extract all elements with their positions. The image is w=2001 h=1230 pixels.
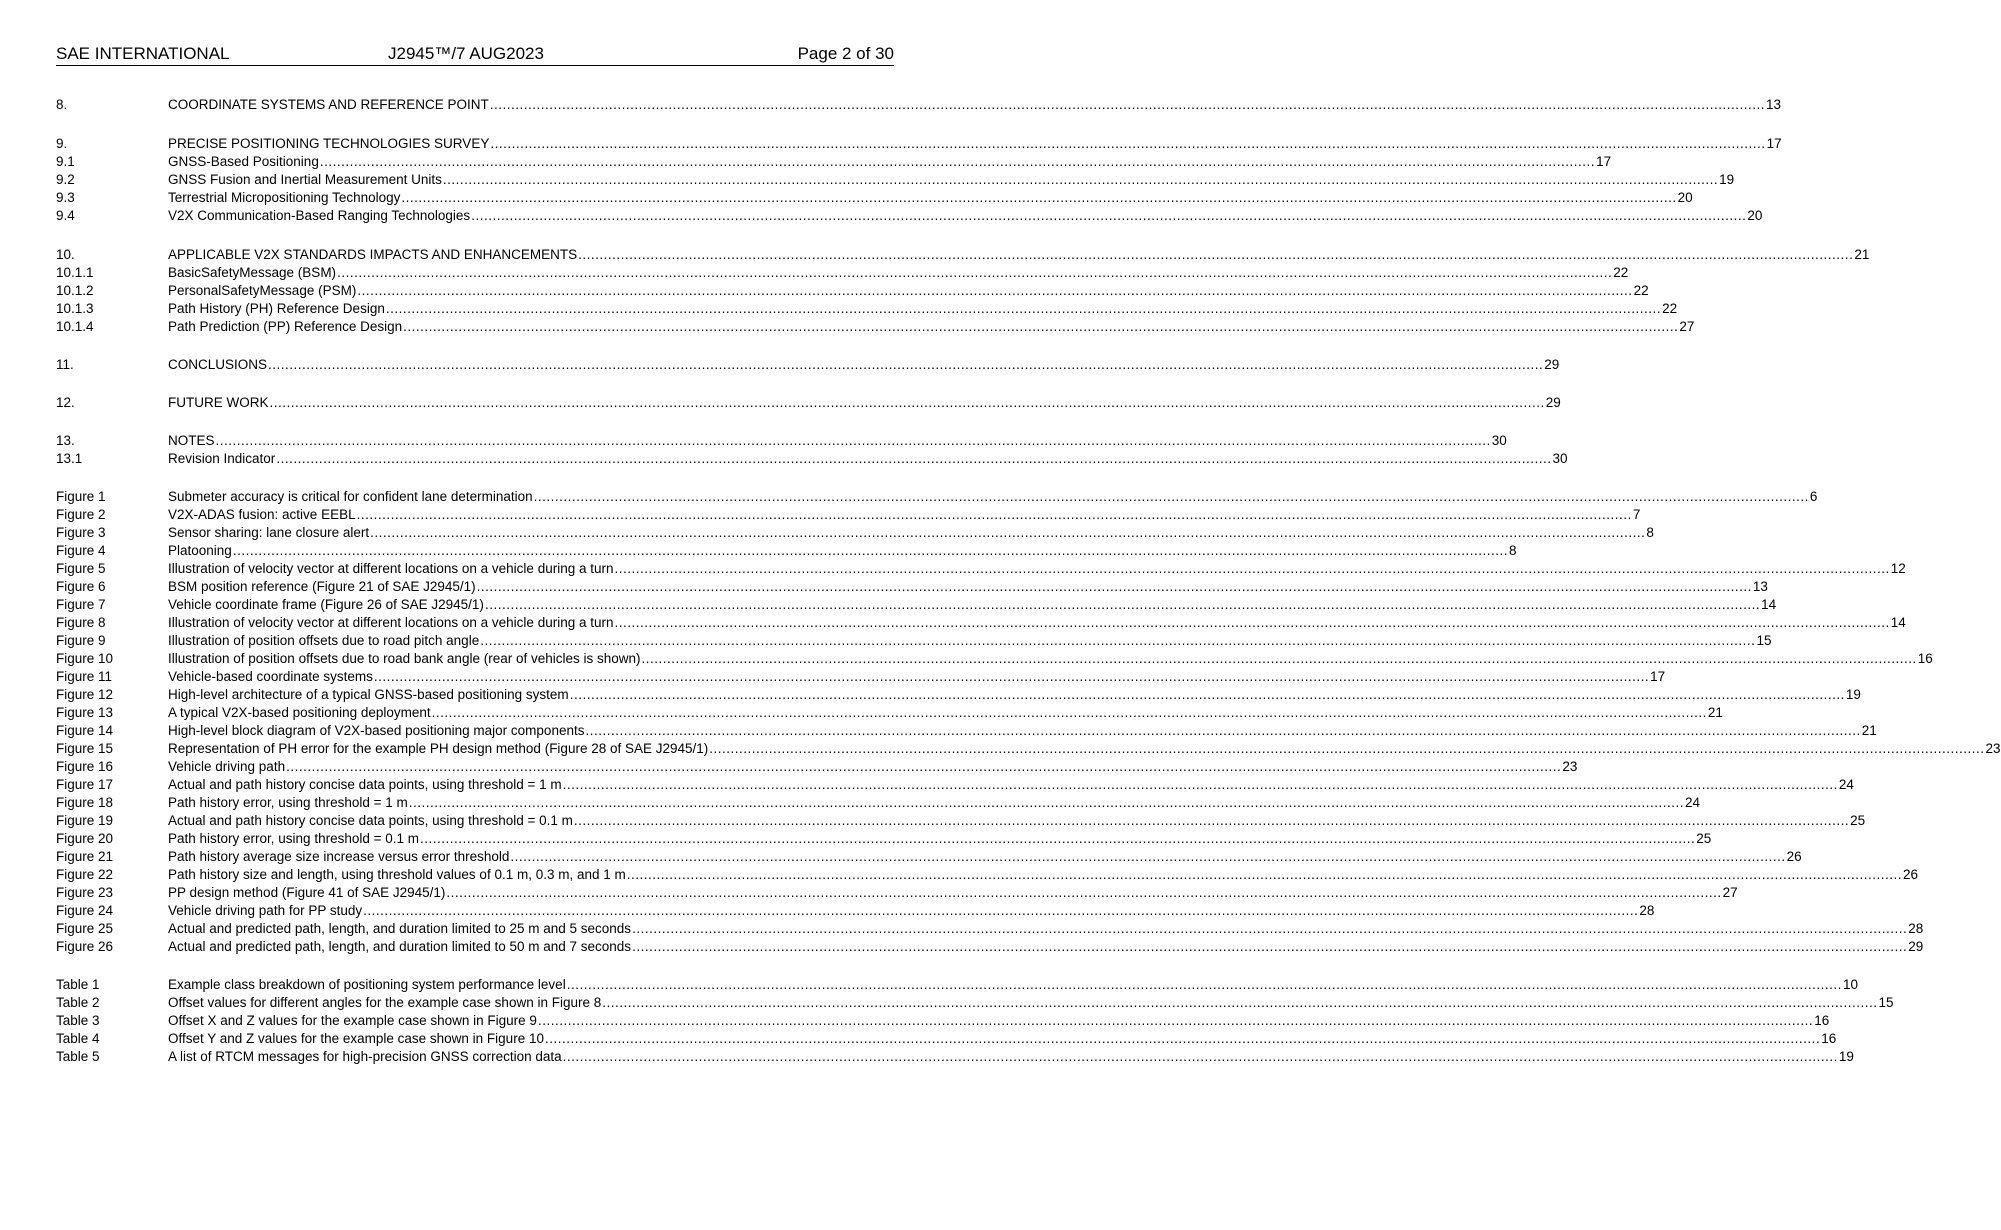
toc-entry-page-number: 15 xyxy=(1756,633,1772,648)
toc-entry[interactable] xyxy=(56,902,1655,920)
toc-entry-number: 10. xyxy=(56,247,75,262)
toc-entry-number: Figure 21 xyxy=(56,849,114,864)
toc-entry-number: Figure 19 xyxy=(56,813,114,828)
toc-entry[interactable] xyxy=(56,207,1763,225)
toc-entry-page-number: 19 xyxy=(1845,687,1861,702)
dot-leader: ............................................................................................................................................................................................................................................................................................................ xyxy=(337,265,1613,280)
toc-entry-title: Offset Y and Z values for the example case shown in Figure 10 xyxy=(168,1031,544,1046)
toc-entry-page-number: 19 xyxy=(1838,1049,1854,1064)
toc-entry-number: 10.1.2 xyxy=(56,283,94,298)
toc-entry-page-number: 28 xyxy=(1908,921,1924,936)
toc-entry-title: Offset X and Z values for the example case shown in Figure 9 xyxy=(168,1013,537,1028)
toc-entry[interactable] xyxy=(56,848,1802,866)
dot-leader: ............................................................................................................................................................................................................................................................................................................ xyxy=(276,451,1552,466)
dot-leader: ............................................................................................................................................................................................................................................................................................................ xyxy=(641,651,1917,666)
toc-entry-number: 9.2 xyxy=(56,172,75,187)
toc-entry-title: PP design method (Figure 41 of SAE J2945/1) xyxy=(168,885,446,900)
toc-entry-number: 11. xyxy=(56,357,74,372)
toc-entry-page-number: 16 xyxy=(1917,651,1933,666)
toc-entry-line xyxy=(168,920,1924,938)
toc-entry-page-number: 19 xyxy=(1719,172,1735,187)
toc-entry-title: Representation of PH error for the example PH design method (Figure 28 of SAE J2945/1) xyxy=(168,741,709,756)
toc-entry-title: COORDINATE SYSTEMS AND REFERENCE POINT xyxy=(168,97,489,112)
toc-entry-line xyxy=(168,686,1861,704)
toc-entry[interactable] xyxy=(56,1012,1830,1030)
toc-entry-number: Table 3 xyxy=(56,1013,100,1028)
toc-entry[interactable] xyxy=(56,976,1858,994)
toc-entry-line xyxy=(168,318,1695,336)
toc-entry-page-number: 22 xyxy=(1613,265,1629,280)
toc-entry[interactable] xyxy=(56,650,1933,668)
toc-entry-page-number: 21 xyxy=(1707,705,1723,720)
toc-entry-number: Figure 5 xyxy=(56,561,106,576)
toc-entry-page-number: 24 xyxy=(1838,777,1854,792)
toc-entry-title: High-level architecture of a typical GNSS-based positioning system xyxy=(168,687,569,702)
toc-entry-line xyxy=(168,650,1933,668)
toc-entry-number: 10.1.4 xyxy=(56,319,94,334)
toc-entry-number: 10.1.1 xyxy=(56,265,94,280)
toc-entry-page-number: 16 xyxy=(1821,1031,1837,1046)
toc-entry-page-number: 7 xyxy=(1632,507,1641,522)
dot-leader: ............................................................................................................................................................................................................................................................................................................ xyxy=(356,507,1632,522)
toc-entry-number: Figure 20 xyxy=(56,831,114,846)
dot-leader: ............................................................................................................................................................................................................................................................................................................ xyxy=(420,831,1696,846)
toc-entry-title: GNSS-Based Positioning xyxy=(168,154,319,169)
toc-entry-line xyxy=(168,614,1906,632)
table-of-contents xyxy=(56,96,2001,1066)
toc-entry-line xyxy=(168,1030,1837,1048)
toc-entry[interactable] xyxy=(56,394,1561,412)
toc-entry-number: 8. xyxy=(56,97,68,112)
toc-entry-number: 9.4 xyxy=(56,208,75,223)
toc-entry-page-number: 28 xyxy=(1639,903,1655,918)
toc-entry-line xyxy=(168,560,1906,578)
toc-entry-number: Figure 11 xyxy=(56,669,113,684)
toc-entry[interactable] xyxy=(56,686,1861,704)
toc-entry-title: FUTURE WORK xyxy=(168,395,269,410)
dot-leader: ............................................................................................................................................................................................................................................................................................................ xyxy=(215,433,1491,448)
dot-leader: ............................................................................................................................................................................................................................................................................................................ xyxy=(370,525,1646,540)
dot-leader: ............................................................................................................................................................................................................................................................................................................ xyxy=(573,813,1850,828)
dot-leader: ............................................................................................................................................................................................................................................................................................................ xyxy=(476,579,1752,594)
toc-entry-line xyxy=(168,704,1723,722)
dot-leader: ............................................................................................................................................................................................................................................................................................................ xyxy=(562,777,1838,792)
toc-entry-page-number: 30 xyxy=(1552,451,1568,466)
toc-entry-line xyxy=(168,758,1578,776)
toc-entry-number: Figure 16 xyxy=(56,759,114,774)
dot-leader: ............................................................................................................................................................................................................................................................................................................ xyxy=(480,633,1756,648)
toc-entry-number: Figure 15 xyxy=(56,741,114,756)
toc-entry-page-number: 14 xyxy=(1890,615,1906,630)
toc-entry[interactable] xyxy=(56,776,1854,794)
toc-entry-number: Figure 25 xyxy=(56,921,114,936)
toc-entry-line xyxy=(168,632,1772,650)
toc-entry-line xyxy=(168,542,1517,560)
toc-entry-number: 9. xyxy=(56,136,68,151)
toc-entry[interactable] xyxy=(56,171,1735,189)
dot-leader: ............................................................................................................................................................................................................................................................................................................ xyxy=(471,208,1747,223)
toc-entry-number: Figure 24 xyxy=(56,903,114,918)
toc-entry-line xyxy=(168,812,1866,830)
toc-entry-title: Platooning xyxy=(168,543,232,558)
toc-entry[interactable] xyxy=(56,189,1693,207)
toc-entry-number: Figure 6 xyxy=(56,579,106,594)
toc-entry-page-number: 8 xyxy=(1509,543,1517,558)
toc-entry-line xyxy=(168,394,1561,412)
toc-entry-title: Actual and predicted path, length, and duration limited to 50 m and 7 seconds xyxy=(168,939,632,954)
toc-entry[interactable] xyxy=(56,506,1641,524)
toc-entry-line xyxy=(168,794,1701,812)
toc-entry[interactable] xyxy=(56,1030,1837,1048)
toc-entry[interactable] xyxy=(56,488,1818,506)
toc-entry-number: Figure 17 xyxy=(56,777,114,792)
toc-entry[interactable] xyxy=(56,450,1568,468)
toc-entry-title: BSM position reference (Figure 21 of SAE J2945/1) xyxy=(168,579,476,594)
toc-entry-number: Figure 8 xyxy=(56,615,106,630)
toc-entry-page-number: 17 xyxy=(1596,154,1612,169)
toc-entry-page-number: 12 xyxy=(1890,561,1906,576)
dot-leader: ............................................................................................................................................................................................................................................................................................................ xyxy=(533,489,1809,504)
toc-entry-page-number: 23 xyxy=(1985,741,2001,756)
toc-entry-line xyxy=(168,848,1802,866)
dot-leader: ............................................................................................................................................................................................................................................................................................................ xyxy=(484,597,1761,612)
toc-entry-line xyxy=(168,356,1560,374)
dot-leader: ............................................................................................................................................................................................................................................................................................................ xyxy=(626,867,1902,882)
toc-entry-line xyxy=(168,171,1735,189)
toc-entry-page-number: 23 xyxy=(1562,759,1578,774)
dot-leader: ............................................................................................................................................................................................................................................................................................................ xyxy=(431,705,1707,720)
toc-entry-line xyxy=(168,1048,1854,1066)
toc-entry-title: Actual and predicted path, length, and duration limited to 25 m and 5 seconds xyxy=(168,921,632,936)
toc-entry-number: Figure 13 xyxy=(56,705,114,720)
toc-entry-number: Figure 23 xyxy=(56,885,114,900)
toc-entry-line xyxy=(168,668,1666,686)
toc-entry-line xyxy=(168,994,1894,1012)
toc-entry-line xyxy=(168,207,1763,225)
toc-entry-title: Sensor sharing: lane closure alert xyxy=(168,525,370,540)
dot-leader: ............................................................................................................................................................................................................................................................................................................ xyxy=(709,741,1985,756)
toc-entry[interactable] xyxy=(56,264,1629,282)
toc-entry-page-number: 29 xyxy=(1545,395,1561,410)
dot-leader: ............................................................................................................................................................................................................................................................................................................ xyxy=(319,154,1596,169)
toc-entry-page-number: 22 xyxy=(1633,283,1649,298)
toc-entry-title: Submeter accuracy is critical for confident lane determination xyxy=(168,489,533,504)
toc-entry[interactable] xyxy=(56,578,1768,596)
toc-entry-title: CONCLUSIONS xyxy=(168,357,268,372)
dot-leader: ............................................................................................................................................................................................................................................................................................................ xyxy=(357,283,1633,298)
toc-entry[interactable] xyxy=(56,938,1924,956)
toc-entry-title: A list of RTCM messages for high-precision GNSS correction data xyxy=(168,1049,562,1064)
toc-entry[interactable] xyxy=(56,632,1772,650)
toc-entry-page-number: 26 xyxy=(1903,867,1919,882)
toc-entry[interactable] xyxy=(56,542,1517,560)
dot-leader: ............................................................................................................................................................................................................................................................................................................ xyxy=(269,395,1545,410)
toc-entry-title: Vehicle driving path for PP study xyxy=(168,903,363,918)
toc-entry[interactable] xyxy=(56,812,1866,830)
toc-entry-number: 9.1 xyxy=(56,154,75,169)
dot-leader: ............................................................................................................................................................................................................................................................................................................ xyxy=(408,795,1684,810)
toc-entry-page-number: 17 xyxy=(1650,669,1666,684)
header-document-id: J2945™/7 AUG2023 xyxy=(388,44,544,63)
toc-entry-number: Figure 4 xyxy=(56,543,106,558)
toc-entry-title: Vehicle coordinate frame (Figure 26 of SAE J2945/1) xyxy=(168,597,484,612)
toc-entry-line xyxy=(168,976,1858,994)
toc-entry-page-number: 25 xyxy=(1696,831,1712,846)
toc-entry-page-number: 26 xyxy=(1786,849,1802,864)
toc-entry-title: APPLICABLE V2X STANDARDS IMPACTS AND ENHANCEMENTS xyxy=(168,247,578,262)
toc-entry-title: Illustration of velocity vector at different locations on a vehicle during a turn xyxy=(168,561,614,576)
toc-entry-line xyxy=(168,264,1629,282)
dot-leader: ............................................................................................................................................................................................................................................................................................................ xyxy=(268,357,1544,372)
dot-leader: ............................................................................................................................................................................................................................................................................................................ xyxy=(446,885,1722,900)
toc-entry-number: Figure 14 xyxy=(56,723,114,738)
toc-entry-page-number: 29 xyxy=(1908,939,1924,954)
toc-entry-title: GNSS Fusion and Inertial Measurement Units xyxy=(168,172,442,187)
toc-entry-line xyxy=(168,96,1782,114)
toc-entry-number: Figure 2 xyxy=(56,507,106,522)
dot-leader: ............................................................................................................................................................................................................................................................................................................ xyxy=(562,1049,1838,1064)
toc-entry-line xyxy=(168,830,1712,848)
toc-entry-title: Illustration of position offsets due to road pitch angle xyxy=(168,633,480,648)
toc-entry-title: PRECISE POSITIONING TECHNOLOGIES SURVEY xyxy=(168,136,490,151)
dot-leader: ............................................................................................................................................................................................................................................................................................................ xyxy=(489,97,1766,112)
toc-entry-line xyxy=(168,488,1818,506)
toc-entry-number: Figure 9 xyxy=(56,633,106,648)
toc-entry-page-number: 21 xyxy=(1854,247,1870,262)
toc-entry[interactable] xyxy=(56,96,1782,114)
toc-entry[interactable] xyxy=(56,758,1578,776)
toc-entry-line xyxy=(168,722,1877,740)
toc-entry-line xyxy=(168,506,1641,524)
toc-entry[interactable] xyxy=(56,704,1723,722)
toc-entry-number: Figure 22 xyxy=(56,867,114,882)
toc-entry-number: Table 2 xyxy=(56,995,100,1010)
toc-entry[interactable] xyxy=(56,356,1560,374)
toc-entry-page-number: 16 xyxy=(1814,1013,1830,1028)
toc-entry-title: Vehicle-based coordinate systems xyxy=(168,669,373,684)
toc-entry-title: PersonalSafetyMessage (PSM) xyxy=(168,283,357,298)
dot-leader: ............................................................................................................................................................................................................................................................................................................ xyxy=(569,687,1845,702)
toc-entry-page-number: 27 xyxy=(1722,885,1738,900)
toc-entry-line xyxy=(168,282,1649,300)
toc-entry-line xyxy=(168,740,2001,758)
toc-entry[interactable] xyxy=(56,884,1738,902)
toc-entry-title: Vehicle driving path xyxy=(168,759,286,774)
toc-entry-title: V2X-ADAS fusion: active EEBL xyxy=(168,507,356,522)
toc-entry-number: 13.1 xyxy=(56,451,83,466)
toc-entry-title: BasicSafetyMessage (BSM) xyxy=(168,265,337,280)
toc-entry-page-number: 6 xyxy=(1809,489,1818,504)
toc-entry[interactable] xyxy=(56,1048,1854,1066)
dot-leader: ............................................................................................................................................................................................................................................................................................................ xyxy=(578,247,1854,262)
dot-leader: ............................................................................................................................................................................................................................................................................................................ xyxy=(286,759,1562,774)
dot-leader: ............................................................................................................................................................................................................................................................................................................ xyxy=(442,172,1719,187)
toc-entry[interactable] xyxy=(56,794,1701,812)
dot-leader: ............................................................................................................................................................................................................................................................................................................ xyxy=(510,849,1786,864)
dot-leader: ............................................................................................................................................................................................................................................................................................................ xyxy=(585,723,1861,738)
toc-entry-line xyxy=(168,578,1768,596)
toc-entry-title: Terrestrial Micropositioning Technology xyxy=(168,190,401,205)
toc-entry-page-number: 13 xyxy=(1766,97,1782,112)
dot-leader: ............................................................................................................................................................................................................................................................................................................ xyxy=(363,903,1639,918)
toc-entry-title: NOTES xyxy=(168,433,215,448)
toc-entry-number: Table 5 xyxy=(56,1049,100,1064)
toc-entry[interactable] xyxy=(56,282,1649,300)
toc-entry-title: Path history error, using threshold = 0.1 m xyxy=(168,831,420,846)
toc-entry-page-number: 13 xyxy=(1752,579,1768,594)
toc-entry-number: Table 4 xyxy=(56,1031,100,1046)
dot-leader: ............................................................................................................................................................................................................................................................................................................ xyxy=(403,319,1679,334)
toc-entry-number: Figure 1 xyxy=(56,489,106,504)
toc-entry[interactable] xyxy=(56,318,1695,336)
dot-leader: ............................................................................................................................................................................................................................................................................................................ xyxy=(544,1031,1821,1046)
page-header xyxy=(56,43,894,66)
header-page-label: Page 2 of 30 xyxy=(797,44,894,63)
dot-leader: ............................................................................................................................................................................................................................................................................................................ xyxy=(632,921,1908,936)
toc-entry[interactable] xyxy=(56,153,1612,171)
toc-entry[interactable] xyxy=(56,135,1782,153)
dot-leader: ............................................................................................................................................................................................................................................................................................................ xyxy=(385,301,1662,316)
toc-entry[interactable] xyxy=(56,300,1678,318)
toc-entry[interactable] xyxy=(56,614,1906,632)
toc-entry-page-number: 20 xyxy=(1747,208,1763,223)
toc-entry-line xyxy=(168,135,1782,153)
toc-entry-number: Figure 3 xyxy=(56,525,106,540)
toc-entry-page-number: 8 xyxy=(1646,525,1654,540)
toc-entry-page-number: 22 xyxy=(1662,301,1678,316)
toc-entry[interactable] xyxy=(56,432,1507,450)
toc-entry-page-number: 20 xyxy=(1677,190,1693,205)
dot-leader: ............................................................................................................................................................................................................................................................................................................ xyxy=(490,136,1766,151)
toc-entry-line xyxy=(168,596,1777,614)
toc-entry-number: 13. xyxy=(56,433,75,448)
toc-entry-title: Path History (PH) Reference Design xyxy=(168,301,385,316)
toc-entry-title: Path history error, using threshold = 1 m xyxy=(168,795,408,810)
toc-entry-line xyxy=(168,432,1507,450)
toc-entry-page-number: 29 xyxy=(1544,357,1560,372)
toc-entry-title: Offset values for different angles for the example case shown in Figure 8 xyxy=(168,995,602,1010)
toc-entry-title: Illustration of velocity vector at different locations on a vehicle during a turn xyxy=(168,615,614,630)
dot-leader: ............................................................................................................................................................................................................................................................................................................ xyxy=(632,939,1908,954)
toc-entry-number: Figure 7 xyxy=(56,597,106,612)
toc-entry[interactable] xyxy=(56,866,1919,884)
dot-leader: ............................................................................................................................................................................................................................................................................................................ xyxy=(614,561,1890,576)
toc-entry-title: Actual and path history concise data points, using threshold = 1 m xyxy=(168,777,562,792)
toc-entry-line xyxy=(168,189,1693,207)
toc-entry-title: Path Prediction (PP) Reference Design xyxy=(168,319,403,334)
toc-entry-page-number: 10 xyxy=(1842,977,1858,992)
toc-entry-line xyxy=(168,776,1854,794)
toc-entry-title: High-level block diagram of V2X-based positioning major components xyxy=(168,723,585,738)
toc-entry-title: Illustration of position offsets due to road bank angle (rear of vehicles is shown) xyxy=(168,651,641,666)
toc-entry[interactable] xyxy=(56,560,1906,578)
toc-entry-page-number: 27 xyxy=(1679,319,1695,334)
toc-entry-title: A typical V2X-based positioning deployment xyxy=(168,705,431,720)
dot-leader: ............................................................................................................................................................................................................................................................................................................ xyxy=(566,977,1842,992)
toc-entry-title: Revision Indicator xyxy=(168,451,276,466)
dot-leader: ............................................................................................................................................................................................................................................................................................................ xyxy=(602,995,1878,1010)
toc-entry-line xyxy=(168,450,1568,468)
toc-entry[interactable] xyxy=(56,668,1666,686)
toc-entry-title: Example class breakdown of positioning system performance level xyxy=(168,977,566,992)
toc-entry[interactable] xyxy=(56,830,1712,848)
toc-entry[interactable] xyxy=(56,740,2001,758)
toc-entry-number: 9.3 xyxy=(56,190,75,205)
toc-entry-number: 10.1.3 xyxy=(56,301,94,316)
toc-entry-number: Figure 10 xyxy=(56,651,114,666)
dot-leader: ............................................................................................................................................................................................................................................................................................................ xyxy=(401,190,1677,205)
toc-entry-number: Figure 18 xyxy=(56,795,114,810)
toc-entry[interactable] xyxy=(56,994,1894,1012)
toc-entry-number: Figure 26 xyxy=(56,939,114,954)
toc-entry-line xyxy=(168,1012,1830,1030)
toc-entry-page-number: 15 xyxy=(1878,995,1894,1010)
dot-leader: ............................................................................................................................................................................................................................................................................................................ xyxy=(232,543,1509,558)
toc-entry-page-number: 14 xyxy=(1761,597,1777,612)
dot-leader: ............................................................................................................................................................................................................................................................................................................ xyxy=(373,669,1650,684)
toc-entry-page-number: 30 xyxy=(1491,433,1507,448)
toc-entry-number: Figure 12 xyxy=(56,687,114,702)
toc-entry-line xyxy=(168,902,1655,920)
toc-entry-title: Path history size and length, using threshold values of 0.1 m, 0.3 m, and 1 m xyxy=(168,867,626,882)
toc-entry-number: 12. xyxy=(56,395,75,410)
toc-entry-number: Table 1 xyxy=(56,977,100,992)
toc-entry-title: V2X Communication-Based Ranging Technologies xyxy=(168,208,471,223)
toc-entry-line xyxy=(168,938,1924,956)
toc-entry-page-number: 21 xyxy=(1861,723,1877,738)
toc-entry-line xyxy=(168,866,1919,884)
toc-entry-line xyxy=(168,153,1612,171)
toc-entry[interactable] xyxy=(56,524,1654,542)
toc-entry-line xyxy=(168,246,1870,264)
dot-leader: ............................................................................................................................................................................................................................................................................................................ xyxy=(537,1013,1814,1028)
toc-entry-line xyxy=(168,524,1654,542)
toc-entry-title: Path history average size increase versus error threshold xyxy=(168,849,510,864)
dot-leader: ............................................................................................................................................................................................................................................................................................................ xyxy=(614,615,1890,630)
toc-entry-line xyxy=(168,884,1738,902)
toc-entry-page-number: 17 xyxy=(1766,136,1782,151)
header-organization: SAE INTERNATIONAL xyxy=(56,44,230,63)
toc-entry[interactable] xyxy=(56,920,1924,938)
toc-entry-title: Actual and path history concise data points, using threshold = 0.1 m xyxy=(168,813,573,828)
toc-entry[interactable] xyxy=(56,246,1870,264)
toc-entry-line xyxy=(168,300,1678,318)
toc-entry-page-number: 25 xyxy=(1850,813,1866,828)
toc-entry-page-number: 24 xyxy=(1684,795,1701,810)
toc-entry[interactable] xyxy=(56,596,1777,614)
toc-entry[interactable] xyxy=(56,722,1877,740)
